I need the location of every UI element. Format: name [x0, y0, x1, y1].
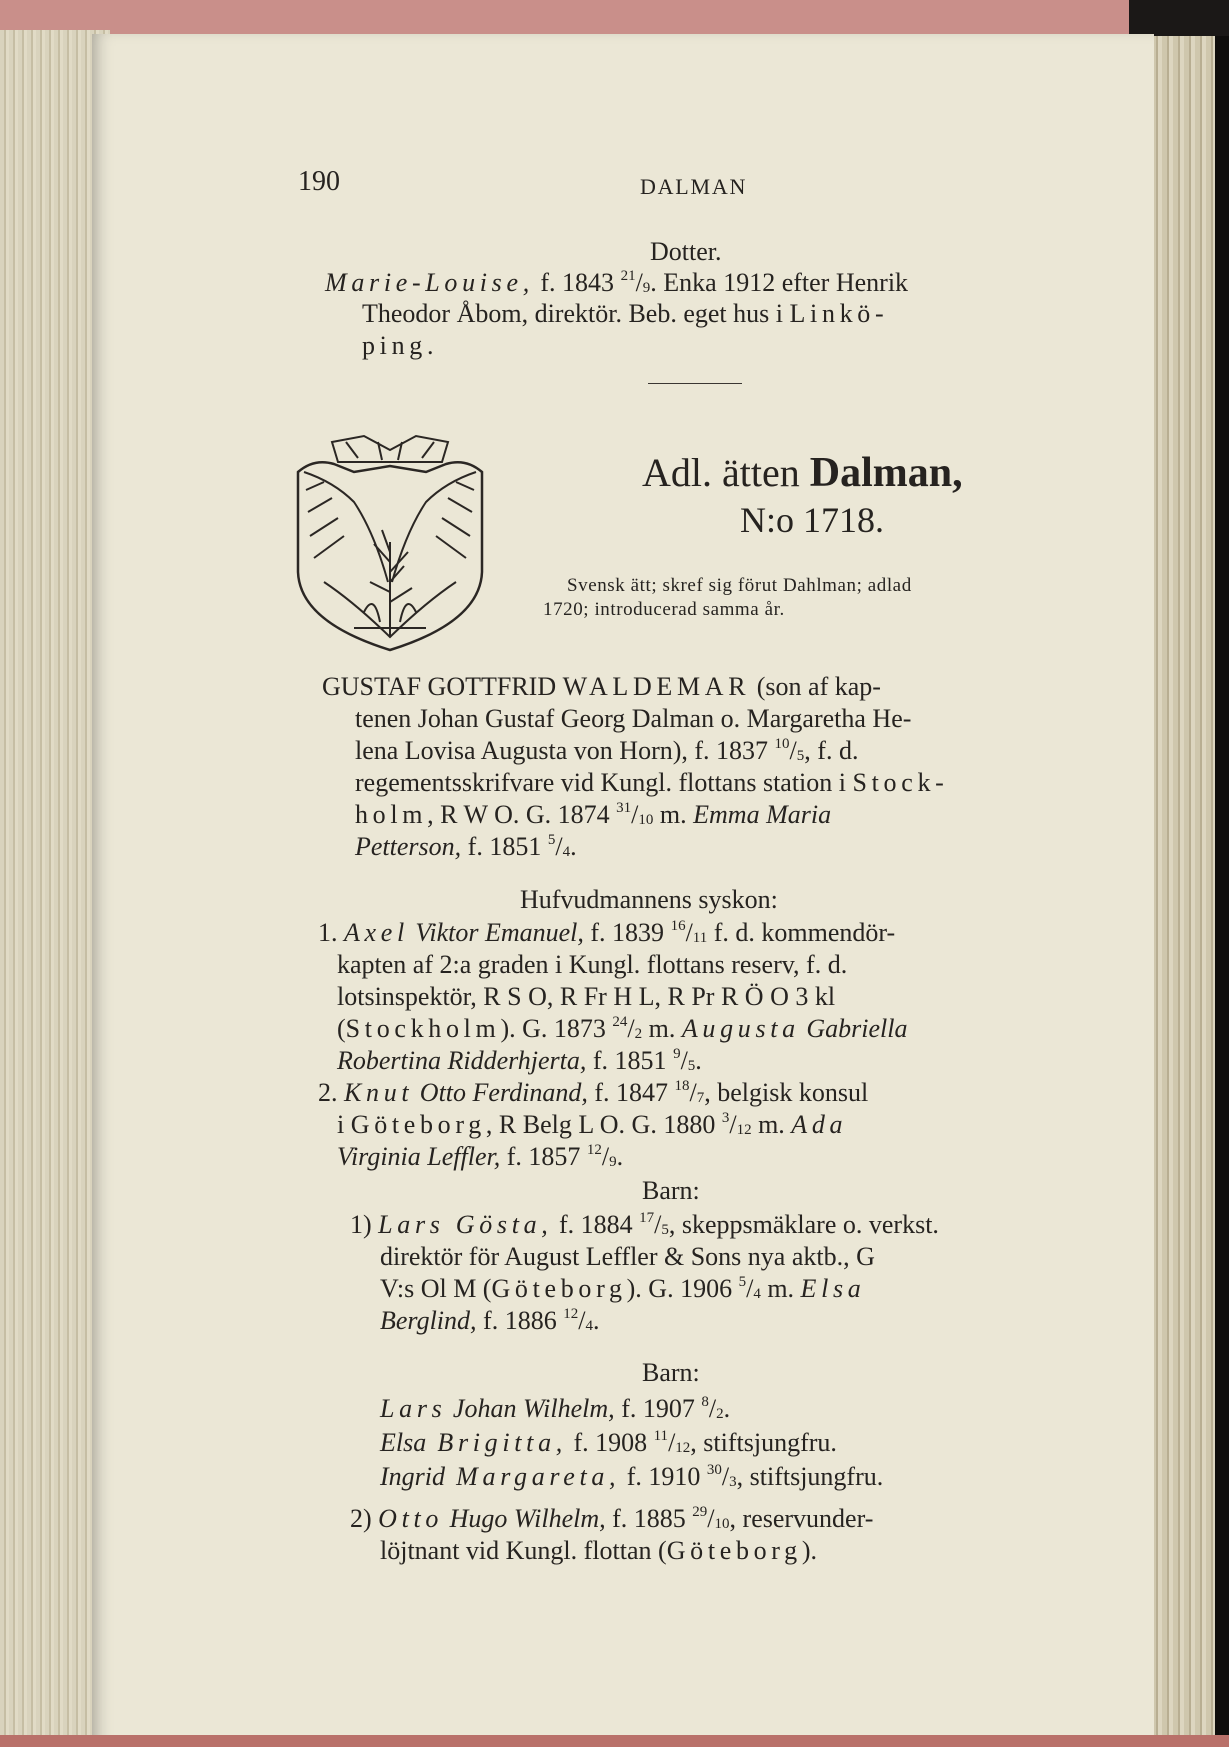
grandchild-3: Ingrid Margareta, f. 1910 $^{30}/_3$, stiftsjungfru.: [380, 1462, 884, 1491]
sibling-1-line-4: (Stockholm). G. 1873 $^{24}/_2$ m. Augusta Gabriella: [337, 1014, 908, 1043]
sibling-2-line-2: i Göteborg, R Belg L O. G. 1880 $^3/_{12}$ m. Ada: [337, 1110, 848, 1139]
grandchild-2: Elsa Brigitta, f. 1908 $^{11}/_{12}$, stiftsjungfru.: [380, 1428, 837, 1457]
child-1-line-1: 1) Lars Gösta, f. 1884 $^{17}/_5$, skeppsmäklare o. verkst.: [350, 1210, 939, 1239]
main-entry-line-2: tenen Johan Gustaf Georg Dalman o. Margaretha He-: [355, 704, 912, 733]
main-entry-line-3: lena Lovisa Augusta von Horn), f. 1837 $^{10}/_5$, f. d.: [355, 736, 859, 765]
page-number: 190: [298, 166, 340, 197]
barn-heading-2: Barn:: [642, 1358, 700, 1387]
family-note-1: Svensk ätt; skref sig förut Dahlman; adlad: [567, 575, 912, 596]
sibling-1-line-2: kapten af 2:a graden i Kungl. flottans reserv, f. d.: [337, 950, 848, 979]
book-cover-edge: [1215, 36, 1229, 1747]
sibling-1-line-5: Robertina Ridderhjerta, f. 1851 $^9/_5$.: [337, 1046, 702, 1075]
main-entry-line-1: GUSTAF GOTTFRID WALDEMAR (son af kap-: [322, 672, 881, 701]
dotter-line-3: ping.: [362, 331, 439, 360]
section-divider: [648, 383, 742, 384]
book-bottom-edge: [0, 1735, 1229, 1747]
coat-of-arms-icon: [294, 432, 486, 654]
child-2-line-1: 2) Otto Hugo Wilhelm, f. 1885 $^{29}/_{10}$, reservunder-: [350, 1504, 874, 1533]
sibling-2-line-3: Virginia Leffler, f. 1857 $^{12}/_9$.: [337, 1142, 624, 1171]
siblings-heading: Hufvudmannens syskon:: [520, 885, 778, 914]
dotter-line-2: Theodor Åbom, direktör. Beb. eget hus i Linkö-: [362, 299, 889, 328]
family-number: N:o 1718.: [740, 500, 884, 540]
running-title: DALMAN: [640, 174, 748, 199]
family-note-2: 1720; introducerad samma år.: [543, 599, 785, 620]
grandchild-1: Lars Johan Wilhelm, f. 1907 $^8/_2$.: [380, 1394, 731, 1423]
child-1-line-4: Berglind, f. 1886 $^{12}/_4$.: [380, 1306, 600, 1335]
sibling-2-line-1: 2. Knut Otto Ferdinand, f. 1847 $^{18}/_7$, belgisk konsul: [318, 1078, 869, 1107]
family-title: Adl. ätten Dalman,: [642, 450, 963, 496]
main-entry-line-5: holm, R W O. G. 1874 $^{31}/_{10}$ m. Emma Maria: [355, 800, 832, 829]
sibling-1-line-1: 1. Axel Viktor Emanuel, f. 1839 $^{16}/_{11}$ f. d. kommendör-: [318, 918, 896, 947]
main-entry-line-4: regementsskrifvare vid Kungl. flottans station i Stock-: [355, 768, 949, 797]
dotter-heading: Dotter.: [650, 237, 722, 266]
dotter-line-1: Marie-Louise, f. 1843 $^{21}/_9$. Enka 1912 efter Henrik: [325, 268, 909, 297]
main-entry-line-6: Petterson, f. 1851 $^5/_4$.: [355, 832, 577, 861]
barn-heading-1: Barn:: [642, 1176, 700, 1205]
person-name: Marie-Louise,: [325, 268, 534, 297]
child-1-line-2: direktör för August Leffler & Sons nya aktb., G: [380, 1242, 875, 1271]
child-2-line-2: löjtnant vid Kungl. flottan (Göteborg).: [380, 1536, 818, 1565]
sibling-1-line-3: lotsinspektör, R S O, R Fr H L, R Pr R Ö O 3 kl: [337, 982, 836, 1011]
child-1-line-3: V:s Ol M (Göteborg). G. 1906 $^5/_4$ m. Elsa: [380, 1274, 866, 1303]
